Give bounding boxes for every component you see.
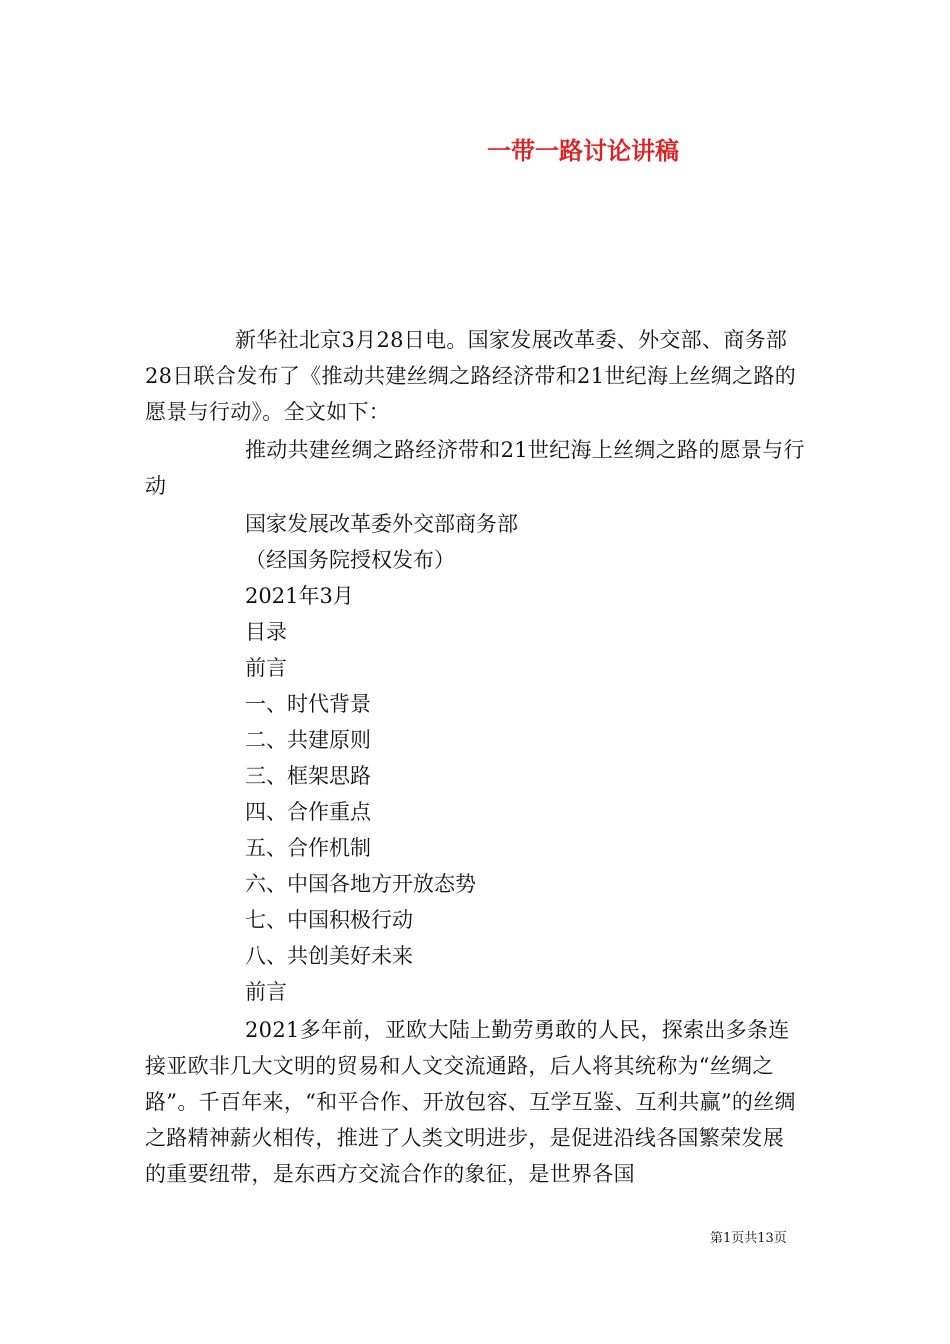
date-line: 2021年3月 — [245, 584, 354, 608]
intro-paragraph: 新华社北京3月28日电。国家发展改革委、外交部、商务部28日联合发布了《推动共建丝绸之路经济带和21世纪海上丝绸之路的愿景与行动》。全文如下： — [145, 328, 797, 424]
toc-item: 四、合作重点 — [245, 800, 371, 824]
toc-item: 前言 — [245, 656, 287, 680]
toc-item: 五、合作机制 — [245, 836, 371, 860]
table-of-contents — [245, 506, 518, 1010]
toc-item: 一、时代背景 — [245, 692, 371, 716]
toc-item: 七、中国积极行动 — [245, 908, 413, 932]
toc-item: 三、框架思路 — [245, 764, 371, 788]
toc-item: 八、共创美好未来 — [245, 944, 413, 968]
page-number: 第1页共13页 — [710, 1231, 787, 1246]
document-title: 一带一路讨论讲稿 — [487, 137, 679, 165]
toc-item: 二、共建原则 — [245, 728, 371, 752]
toc-item: 六、中国各地方开放态势 — [245, 872, 476, 896]
authorization-line: （经国务院授权发布） — [245, 548, 455, 572]
issuer-line: 国家发展改革委外交部商务部 — [245, 512, 518, 536]
section-heading-preface: 前言 — [245, 980, 287, 1004]
full-title-paragraph: 推动共建丝绸之路经济带和21世纪海上丝绸之路的愿景与行动 — [145, 438, 805, 498]
preface-paragraph: 2021多年前，亚欧大陆上勤劳勇敢的人民，探索出多条连接亚欧非几大文明的贸易和人文交流通路，后人将其统称为“丝绸之路”。千百年来，“和平合作、开放包容、互学互鉴、互利共赢”的丝绸之路精神薪火相传，推进了人类文明进步，是促进沿线各国繁荣发展的重要纽带，是东西方交流合作的象征，是世界各国 — [145, 1018, 796, 1186]
toc-heading: 目录 — [245, 620, 287, 644]
